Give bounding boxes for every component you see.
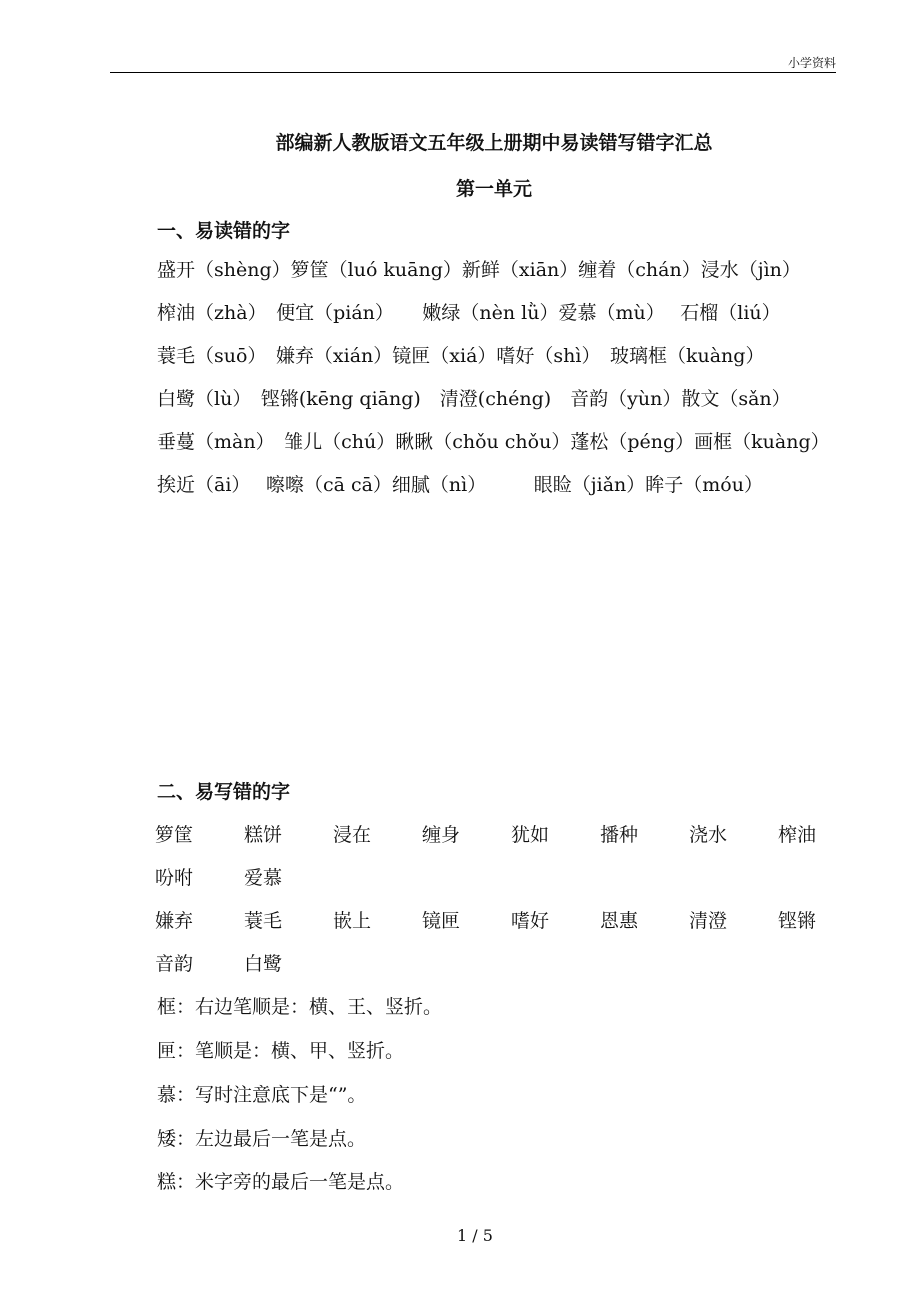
word: 榨油: [778, 824, 817, 846]
word: 白鹭: [244, 953, 283, 975]
pinyin-paragraph: 榨油（zhà） 便宜（pián） 嫩绿（nèn lǜ）爱慕（mù） 石榴（liú）: [157, 302, 781, 324]
section-heading-miswritten: 二、易写错的字: [157, 781, 291, 803]
stroke-note: 框：右边笔顺是：横、王、竖折。: [157, 996, 443, 1018]
word: 犹如: [511, 824, 550, 846]
stroke-note: 慕：写时注意底下是“”。: [157, 1084, 367, 1106]
word: 播种: [600, 824, 639, 846]
word: 浸在: [333, 824, 372, 846]
word: 嫌弃: [155, 910, 194, 932]
section-heading-misread: 一、易读错的字: [157, 220, 291, 242]
word: 恩惠: [600, 910, 639, 932]
stroke-note: 匣：笔顺是：横、甲、竖折。: [157, 1040, 405, 1062]
unit-heading: 第一单元: [455, 178, 532, 200]
document-title: 部编新人教版语文五年级上册期中易读错写错字汇总: [275, 132, 713, 154]
pinyin-paragraph: 白鹭（lù） 铿锵(kēng qiāng) 清澄(chéng) 音韵（yùn）散文（sǎn）: [157, 388, 791, 410]
word: 箩筐: [155, 824, 194, 846]
word: 糕饼: [244, 824, 283, 846]
word: 音韵: [155, 953, 194, 975]
word: 吩咐: [155, 867, 194, 889]
word: 蓑毛: [244, 910, 283, 932]
word: 镜匣: [422, 910, 461, 932]
pinyin-paragraph: 垂蔓（màn） 雏儿（chú）瞅瞅（chǒu chǒu）蓬松（péng）画框（kuàng）: [157, 431, 830, 453]
page-number: 1 / 5: [457, 1226, 493, 1245]
word: 缠身: [422, 824, 461, 846]
pinyin-paragraph: 盛开（shèng）箩筐（luó kuāng）新鲜（xiān）缠着（chán）浸水（jìn）: [157, 259, 801, 281]
word: 嗜好: [511, 910, 550, 932]
word: 爱慕: [244, 867, 283, 889]
word: 清澄: [689, 910, 728, 932]
pinyin-paragraph: 挨近（āi） 嚓嚓（cā cā）细腻（nì） 眼睑（jiǎn）眸子（móu）: [157, 474, 763, 496]
misread-list: [110, 249, 830, 507]
stroke-note: 矮：左边最后一笔是点。: [157, 1128, 367, 1150]
word: 嵌上: [333, 910, 372, 932]
pinyin-paragraph: 蓑毛（suō） 嫌弃（xián）镜匣（xiá）嗜好（shì） 玻璃框（kuàng）: [157, 345, 765, 367]
word: 铿锵: [778, 910, 817, 932]
stroke-note: 糕：米字旁的最后一笔是点。: [157, 1171, 405, 1193]
word: 浇水: [689, 824, 728, 846]
header-rule: [110, 72, 836, 73]
header-label: 小学资料: [787, 56, 836, 70]
